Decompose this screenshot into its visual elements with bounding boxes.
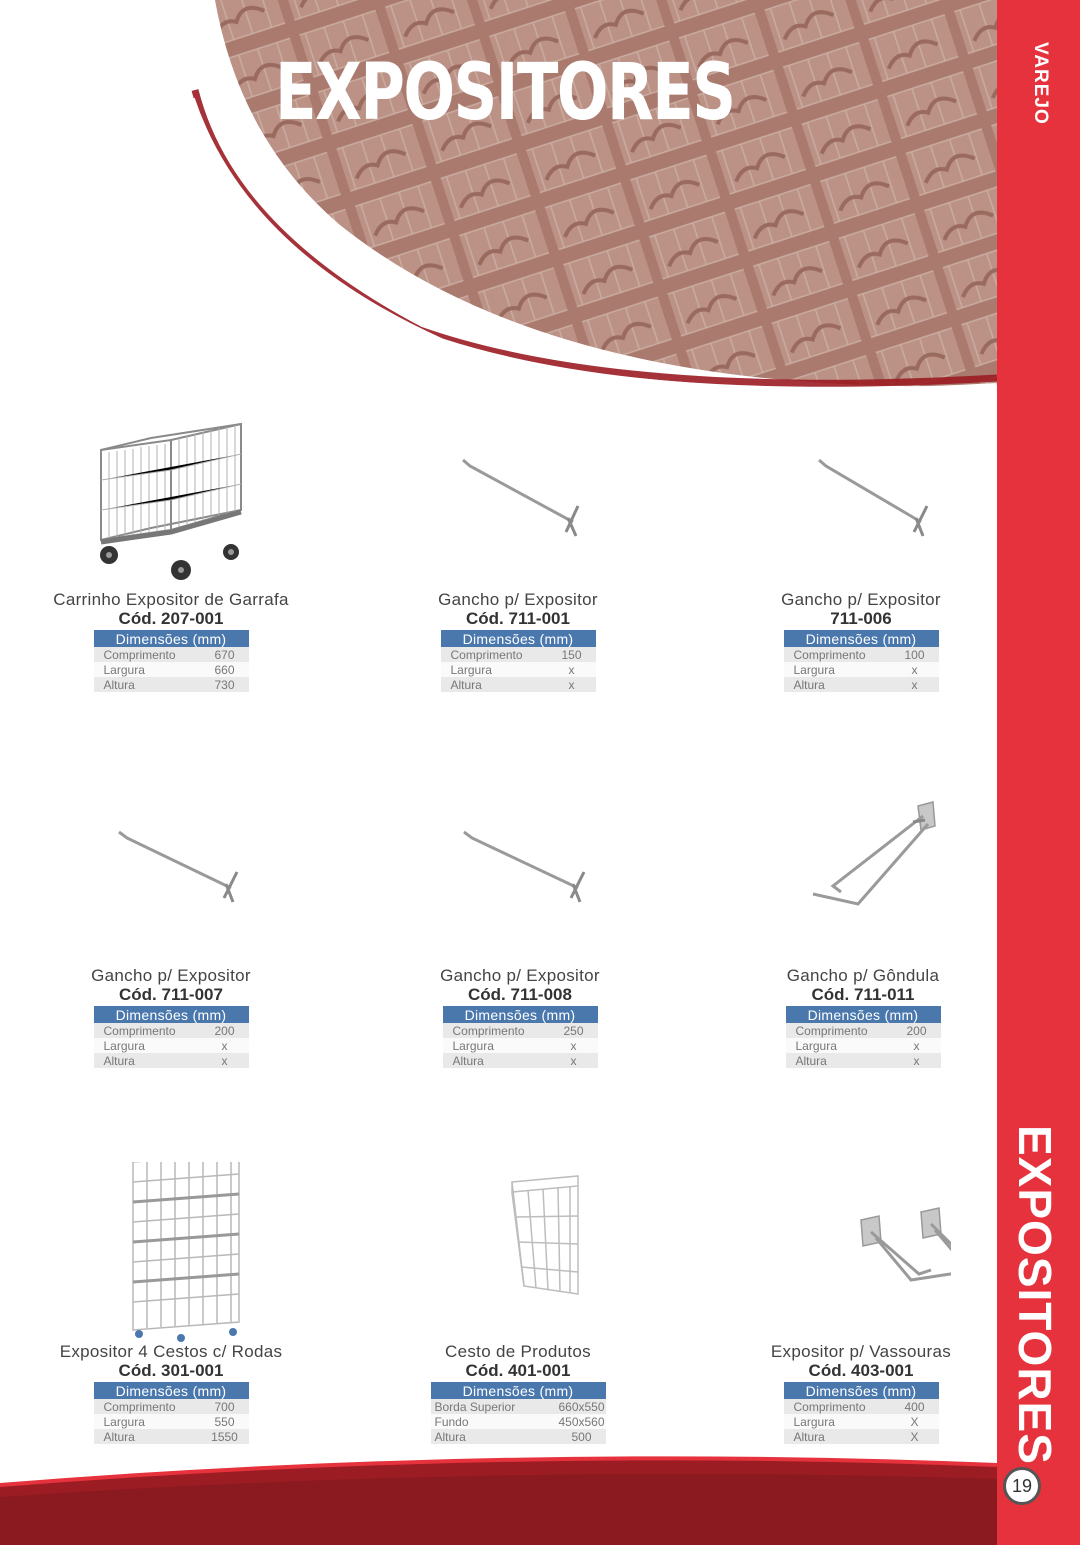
dimensions-table <box>94 630 249 692</box>
broom-holder-icon <box>771 1162 951 1342</box>
dim-value: x <box>548 662 596 677</box>
table-header: Dimensões (mm) <box>94 1006 249 1023</box>
product-name: Carrinho Expositor de Garrafa <box>53 590 289 609</box>
product-card <box>21 786 321 1068</box>
dim-value: x <box>891 662 939 677</box>
hook-icon <box>430 786 610 966</box>
dim-value: 100 <box>891 647 939 662</box>
dim-label: Comprimento <box>94 1023 201 1038</box>
product-name: Expositor 4 Cestos c/ Rodas <box>59 1342 283 1361</box>
table-header: Dimensões (mm) <box>784 1382 939 1399</box>
dim-value: 550 <box>201 1414 249 1429</box>
dim-value: x <box>550 1038 598 1053</box>
dim-label: Comprimento <box>443 1023 550 1038</box>
dim-value: 660 <box>201 662 249 677</box>
product-card <box>711 1162 1011 1444</box>
product-card <box>711 410 1011 692</box>
product-name: Expositor p/ Vassouras <box>770 1342 952 1361</box>
dim-label: Comprimento <box>94 647 201 662</box>
dim-value: x <box>201 1053 249 1068</box>
dim-label: Comprimento <box>786 1023 893 1038</box>
table-header: Dimensões (mm) <box>441 630 596 647</box>
dim-value: 700 <box>201 1399 249 1414</box>
dimensions-table <box>786 1006 941 1068</box>
table-header: Dimensões (mm) <box>94 1382 249 1399</box>
section-label: EXPOSITORES <box>1009 1125 1061 1465</box>
basket-stand-icon <box>81 1162 261 1342</box>
wire-basket-icon <box>428 1162 608 1342</box>
product-code: Cód. 401-001 <box>465 1361 571 1380</box>
dim-label: Altura <box>94 1429 201 1444</box>
dim-value: 500 <box>558 1429 606 1444</box>
dim-value: x <box>201 1038 249 1053</box>
dim-value: 150 <box>548 647 596 662</box>
dimensions-table <box>94 1382 249 1444</box>
product-card <box>713 786 1013 1068</box>
dim-value: x <box>891 677 939 692</box>
product-card <box>368 410 668 692</box>
product-name: Gancho p/ Expositor <box>440 966 600 985</box>
product-code: Cód. 403-001 <box>808 1361 914 1380</box>
dim-label: Largura <box>784 662 891 677</box>
product-code: Cód. 711-008 <box>468 985 572 1004</box>
dim-label: Borda Superior <box>431 1399 558 1414</box>
dim-value: X <box>891 1429 939 1444</box>
product-code: Cód. 711-007 <box>119 985 223 1004</box>
hook-icon <box>81 786 261 966</box>
dim-value: 200 <box>201 1023 249 1038</box>
dim-label: Altura <box>443 1053 550 1068</box>
dim-label: Altura <box>94 1053 201 1068</box>
dim-label: Altura <box>786 1053 893 1068</box>
gondola-hook-icon <box>773 786 953 966</box>
dim-label: Largura <box>441 662 548 677</box>
dimensions-table <box>431 1382 606 1444</box>
dim-label: Altura <box>784 677 891 692</box>
dim-label: Comprimento <box>94 1399 201 1414</box>
dim-label: Altura <box>94 677 201 692</box>
dimensions-table <box>443 1006 598 1068</box>
dim-label: Largura <box>94 662 201 677</box>
dim-value: 1550 <box>201 1429 249 1444</box>
dim-value: 730 <box>201 677 249 692</box>
product-card <box>21 1162 321 1444</box>
product-name: Gancho p/ Expositor <box>438 590 598 609</box>
dim-label: Altura <box>784 1429 891 1444</box>
product-name: Gancho p/ Expositor <box>781 590 941 609</box>
dim-value: 660x550 <box>558 1399 605 1414</box>
table-header: Dimensões (mm) <box>784 630 939 647</box>
product-card <box>21 410 321 692</box>
product-code: Cód. 711-001 <box>466 609 570 628</box>
dim-value: 200 <box>893 1023 941 1038</box>
dim-label: Largura <box>784 1414 891 1429</box>
bottle-cart-icon <box>81 410 261 590</box>
dim-value: 250 <box>550 1023 598 1038</box>
dimensions-table <box>784 1382 939 1444</box>
product-code: Cód. 301-001 <box>118 1361 224 1380</box>
page-title: EXPOSITORES <box>275 48 735 138</box>
hook-icon <box>428 410 608 590</box>
dim-label: Largura <box>94 1414 201 1429</box>
dimensions-table <box>94 1006 249 1068</box>
dim-label: Comprimento <box>441 647 548 662</box>
dim-value: X <box>891 1414 939 1429</box>
dimensions-table <box>441 630 596 692</box>
dim-label: Comprimento <box>784 647 891 662</box>
category-label: VAREJO <box>1030 42 1051 125</box>
dim-label: Altura <box>431 1429 558 1444</box>
bottom-wave <box>0 1455 1000 1545</box>
table-header: Dimensões (mm) <box>94 630 249 647</box>
dim-value: x <box>550 1053 598 1068</box>
dim-value: 670 <box>201 647 249 662</box>
dim-label: Largura <box>443 1038 550 1053</box>
dimensions-table <box>784 630 939 692</box>
dim-label: Largura <box>786 1038 893 1053</box>
product-code: 711-006 <box>830 609 892 628</box>
dim-value: x <box>893 1038 941 1053</box>
dim-value: x <box>893 1053 941 1068</box>
table-header: Dimensões (mm) <box>443 1006 598 1023</box>
dim-label: Largura <box>94 1038 201 1053</box>
product-card <box>368 1162 668 1444</box>
dim-label: Fundo <box>431 1414 558 1429</box>
product-code: Cód. 711-011 <box>811 985 915 1004</box>
hook-icon <box>771 410 951 590</box>
page-number: 19 <box>1003 1467 1041 1505</box>
product-card <box>370 786 670 1068</box>
dim-label: Comprimento <box>784 1399 891 1414</box>
product-name: Gancho p/ Expositor <box>91 966 251 985</box>
dim-label: Altura <box>441 677 548 692</box>
dim-value: x <box>548 677 596 692</box>
dim-value: 400 <box>891 1399 939 1414</box>
dim-value: 450x560 <box>558 1414 605 1429</box>
table-header: Dimensões (mm) <box>431 1382 606 1399</box>
product-code: Cód. 207-001 <box>118 609 224 628</box>
table-header: Dimensões (mm) <box>786 1006 941 1023</box>
product-name: Gancho p/ Gôndula <box>786 966 940 985</box>
product-name: Cesto de Produtos <box>445 1342 591 1361</box>
